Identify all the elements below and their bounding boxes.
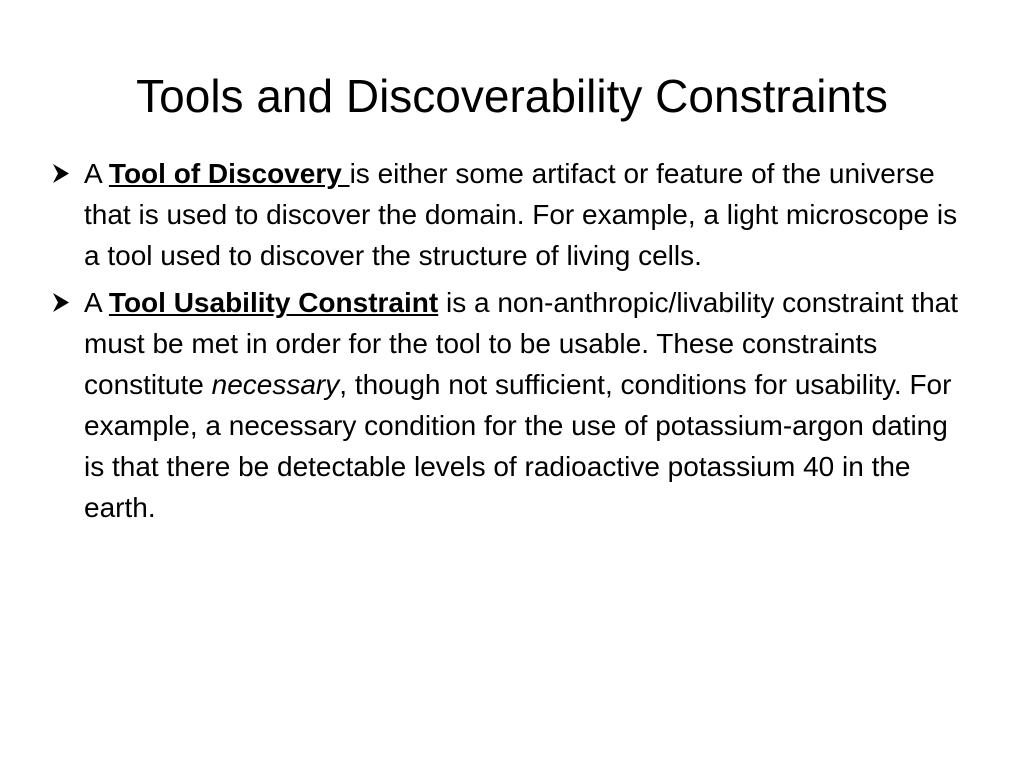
bullet-tool-usability-constraint xyxy=(50,282,970,528)
bullet-text-before-emphasis: is a non-anthropic/livability constraint that must be met in order for the tool to be usable. These constraints constitute xyxy=(84,287,959,400)
emphasis-necessary: necessary xyxy=(211,369,340,400)
bullet-lead: A xyxy=(84,287,109,318)
term-tool-of-discovery: Tool of Discovery xyxy=(108,158,350,189)
bullet-text: is either some artifact or feature of the universe that is used to discover the domain. For example, a light microscope is a tool used to discover the structure of living cells. xyxy=(84,158,958,271)
bullet-tool-of-discovery xyxy=(50,153,970,276)
bullet-text-after-emphasis: , though not sufficient, conditions for usability. For example, a necessary condition for the use of potassium-argon dating is that there be detectable levels of radioactive potassium 40 in the earth. xyxy=(84,369,952,523)
arrow-bullet-icon xyxy=(50,153,74,194)
bullet-lead: A xyxy=(84,158,109,189)
term-tool-usability-constraint: Tool Usability Constraint xyxy=(108,287,439,318)
bullet-list xyxy=(50,153,970,534)
arrow-bullet-icon xyxy=(50,282,74,323)
slide-title: Tools and Discoverability Constraints xyxy=(136,70,888,122)
